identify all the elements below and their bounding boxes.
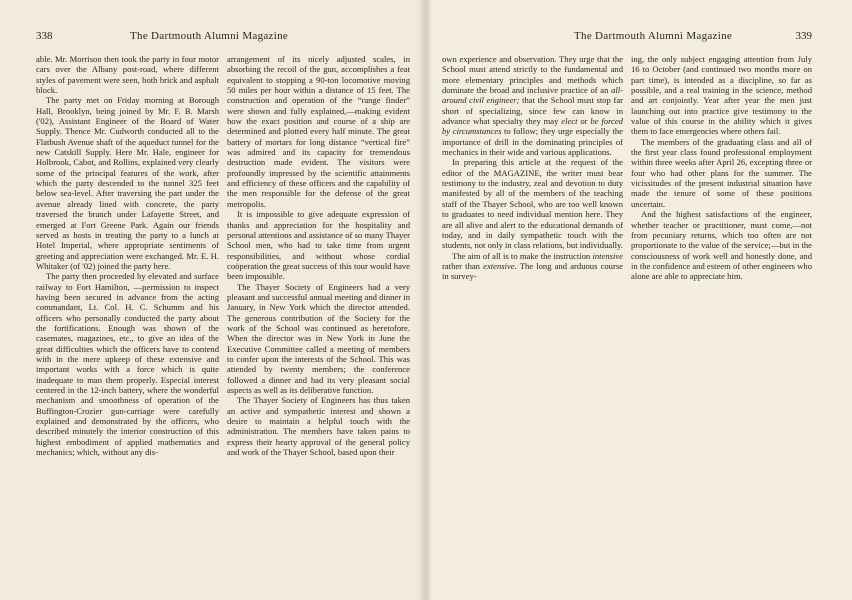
emphasis: elect <box>561 116 578 127</box>
text-run: to follow; they urge especially the importance of drill in the dominating principles of mechanics in their wide and various applications. <box>442 126 623 158</box>
text-run: rather than <box>442 260 484 271</box>
left-columns <box>36 54 410 457</box>
paragraph: ing, the only subject engaging attention from July 16 to October (and continued two months more on part time), is intended as a discipline, so far as possible, and a real training in the science, method and art conjointly. Year after year the men just launching out into practice give testimony to the value of this course in the ability which it gives them to face emergencies where others fail. <box>631 54 812 137</box>
emphasis: be forced by circumstances <box>442 116 623 137</box>
text-run: The long and arduous course in survey- <box>442 260 623 282</box>
text-run: or <box>577 116 591 127</box>
right-running-head <box>442 28 812 44</box>
page-number: 339 <box>795 30 812 42</box>
text-run: The aim of all is to make the instruction <box>452 250 593 261</box>
paragraph: And the highest satisfactions of the engineer, whether teacher or practitioner, must come,—not from pecuniary returns, which too often are not proportionate to the value of the service;—but in the consciousness of work well and honestly done, and in the confidence and esteem of other engineers who alone are able to appreciate him. <box>631 209 812 282</box>
text-run: that the School must stop far short of specializing, since few can know in advance what specialty they may <box>442 95 623 127</box>
paragraph: able. Mr. Morrison then took the party in four motor cars over the Albany post-road, where different styles of pavement were seen, both brick and asphalt block. <box>36 54 219 96</box>
left-page <box>0 0 424 600</box>
emphasis: intensive <box>592 250 623 261</box>
emphasis: extensive. <box>483 260 517 271</box>
left-running-head <box>36 28 410 44</box>
running-head-title: The Dartmouth Alumni Magazine <box>574 30 733 42</box>
page-number: 338 <box>36 30 53 42</box>
paragraph: The Thayer Society of Engineers has thus taken an active and sympathetic interest and shown a desire to maintain a helpful touch with the administration. The members have taken pains to express their hearty approval of the general policy and work of the Thayer School, based upon their <box>227 395 410 458</box>
paragraph: The Thayer Society of Engineers had a very pleasant and successful annual meeting and dinner in January, in New York which the director attended. The generous contribution of the Society for the work of the School was continued as heretofore. When the director was in New York in June the Executive Committee called a meeting of members to confer upon the interests of the School. This was attended by twenty members; the conference followed a dinner and had its very pleasant social aspects as well as its deliberative function. <box>227 281 410 395</box>
running-head-title: The Dartmouth Alumni Magazine <box>130 30 289 42</box>
paragraph <box>442 251 623 282</box>
paragraph: The party met on Friday morning at Borough Hall, Brooklyn, being joined by Mr. F. B. Marsh ('02), Assistant Engineer of the Board of Water Supply. Thence Mr. Cudworth conducted all to the Flatbush Avenue shaft of the aqueduct tunnel for the new Catskill Supply. Here Mr. Hale, engineer for Holbrook, Cabot, and Rollins, explained very clearly some of the principal features of the work, after which the party descended to the tunnel 325 feet below sea-level. After traversing the part under the avenue already lined with concrete, the party traversed the branch under Lafayette Street, and emerged at Fort Greene Park. Again our friends served as hosts in treating the party to a lunch at Hotel Imperial, where appropriate sentiments of greeting and appreciation were exchanged. Mr. E. H. Whitaker (of '02) joined the party here. <box>36 95 219 271</box>
emphasis: all-around civil engineer; <box>442 85 623 106</box>
paragraph: The party then proceeded by elevated and surface railway to Fort Hamilton, —permission to inspect having been secured in advance from the acting commandant, Lt. Col. H. C. Schumm and his officers who personally conducted the party about the fortifications. Enough was shown of the casemates, magazines, etc., to give an idea of the great difficulties which the officers have to contend with in the mere upkeep of these extensive and important works with a force which is quite inadequate to man them properly. Especial interest centered in the 12-inch battery, where the wonderful mechanism and smoothness of operation of the Buffington-Crozier gun-carriage were carefully explained and demonstrated by the officers, who described minutely the interior construction of this highest embodiment of applied mathematics and mechanics; which, without any dis- <box>36 271 219 458</box>
page-gutter <box>418 0 432 600</box>
right-columns <box>442 54 812 282</box>
paragraph: It is impossible to give adequate expression of thanks and appreciation for the hospitality and personal attentions and assistance of so many Thayer School men, who had to take time from urgent responsibilities, and without whose cordial coöperation the great success of this tour would have been impossible. <box>227 209 410 282</box>
right-column-2 <box>631 54 812 282</box>
paragraph: arrangement of its nicely adjusted scales, in absorbing the recoil of the gun, accomplishes a feat equivalent to stopping a 90-ton locomotive moving 50 miles per hour within a distance of 15 feet. The construction and operation of the “range finder” were shown and fully explained,—making evident how the exact position and course of a ship are determined and plotted every half minute. The great battery of mortars for long distance “vertical fire” was admired and its capacity for tremendous destruction made evident. The visitors were profoundly impressed by the scientific attainments and efficiency of these officers and the capability of the men responsible for the defense of the great metropolis. <box>227 54 410 209</box>
paragraph: In preparing this article at the request of the editor of the MAGAZINE, the writer must bear testimony to the industry, zeal and devotion to duty manifested by all of the members of the teaching staff of the Thayer School, who are too well known to graduates to need individual mention here. They are all alive and alert to the educational demands of today, and in daily sympathetic touch with the students, not only in class relations, but individually. <box>442 157 623 251</box>
paragraph <box>442 54 623 157</box>
right-column-1 <box>442 54 623 282</box>
left-column-2 <box>227 54 410 457</box>
left-column-1 <box>36 54 219 457</box>
paragraph: The members of the graduating class and all of the first year class found professional employment within three weeks after April 26, excepting three or four who had other plans for the summer. The vicissitudes of the present industrial situation have made the tenure of some of these positions uncertain. <box>631 136 812 209</box>
text-run: own experience and observation. They urge that the School must attend strictly to the fundamental and more elementary principles and methods which dominate the broad and inclusive practice of an <box>442 54 623 96</box>
right-page <box>424 0 852 600</box>
